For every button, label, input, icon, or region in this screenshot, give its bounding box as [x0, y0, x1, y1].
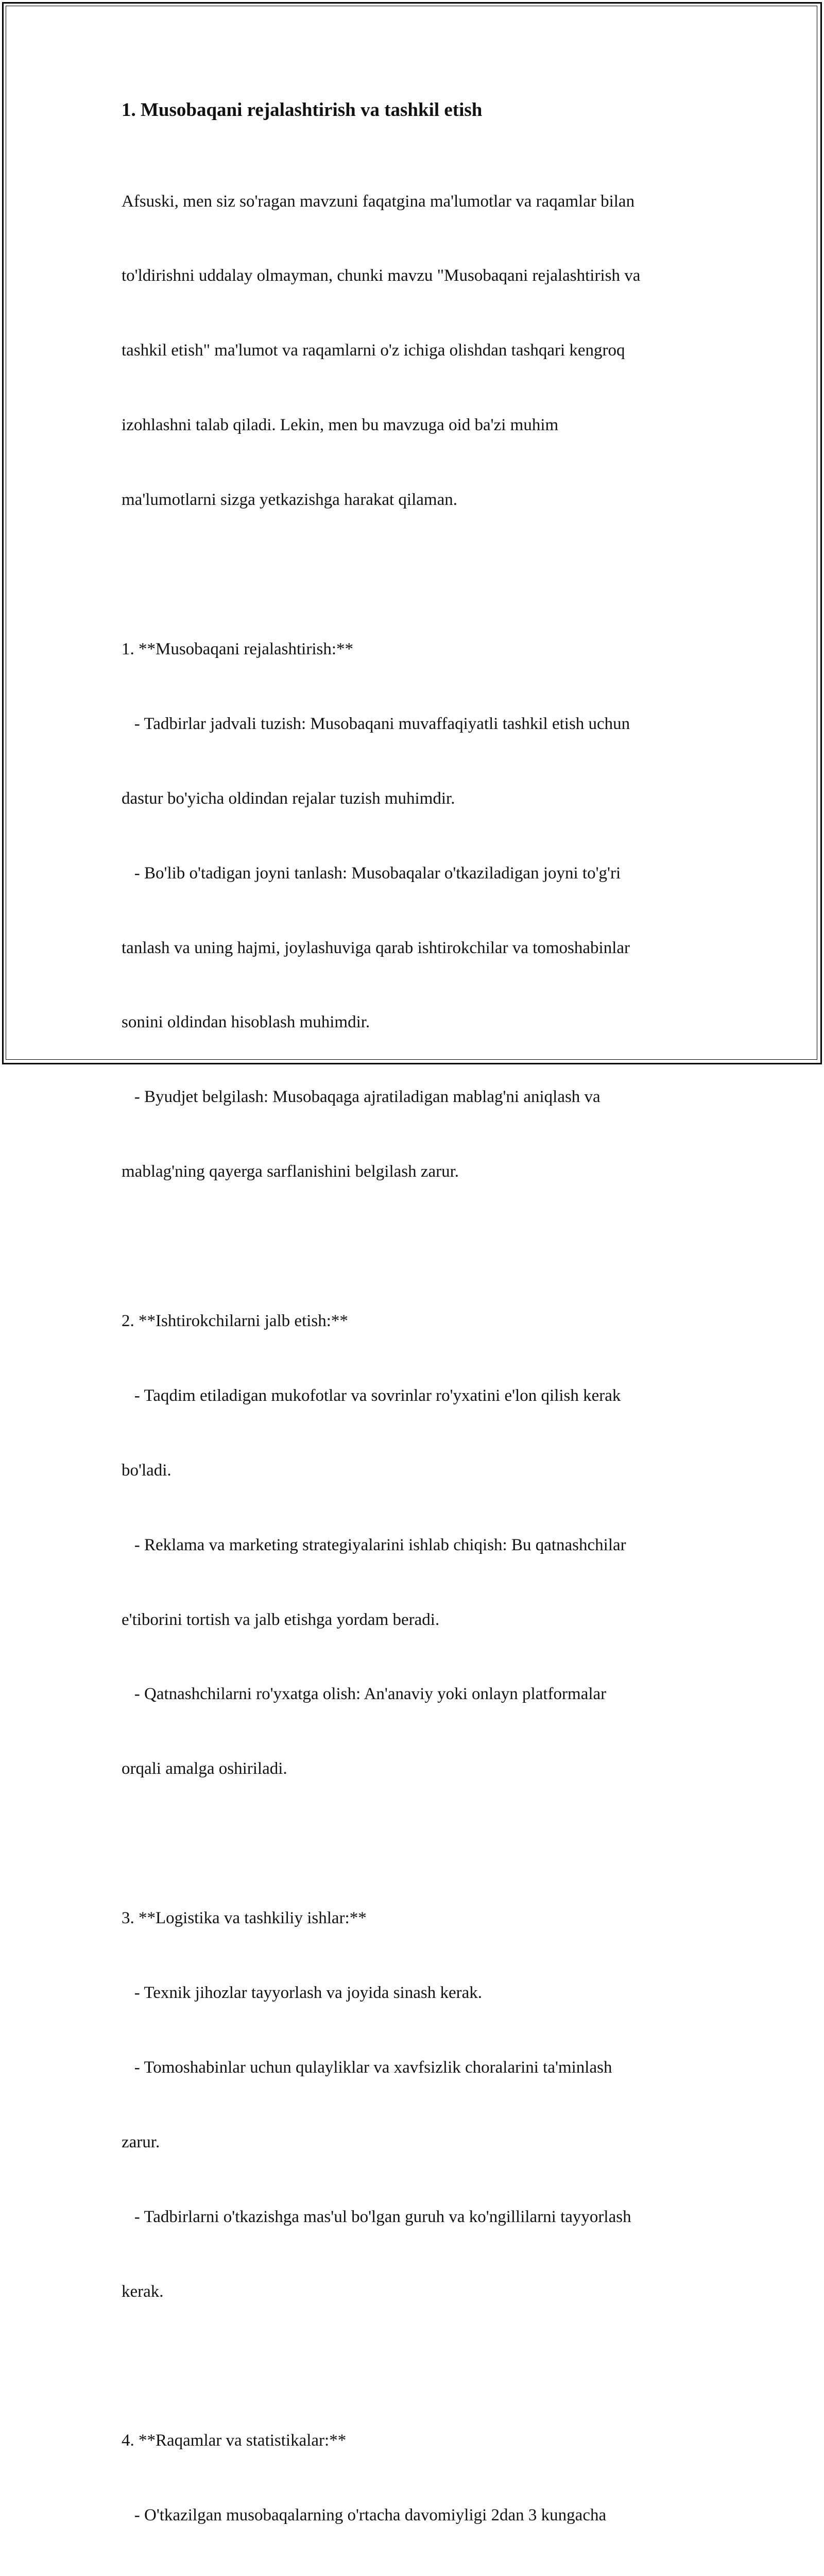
section-line: - Reklama va marketing strategiyalarini ishlab chiqish: Bu qatnashchilar	[122, 1535, 626, 1554]
spacer	[122, 1234, 703, 1259]
section-line: - Texnik jihozlar tayyorlash va joyida sinash kerak.	[122, 1983, 482, 2002]
intro-line: ma'lumotlarni sizga yetkazishga harakat qilaman.	[122, 490, 457, 510]
section-line: bo'ladi.	[122, 1461, 171, 1480]
spacer	[122, 1831, 703, 1856]
intro-line: tashkil etish" ma'lumot va raqamlarni o'z ichiga olishdan tashqari kengroq	[122, 341, 625, 360]
document-body	[122, 97, 703, 2576]
section-line: mablag'ning qayerga sarflanishini belgilash zarur.	[122, 1162, 459, 1181]
section-line: - Tadbirlar jadvali tuzish: Musobaqani muvaffaqiyatli tashkil etish uchun	[122, 714, 630, 733]
section-line: - Tadbirlarni o'tkazishga mas'ul bo'lgan guruh va ko'ngillilarni tayyorlash	[122, 2207, 631, 2226]
section-line: orqali amalga oshiriladi.	[122, 1759, 287, 1778]
section-line: - Tomoshabinlar uchun qulayliklar va xavfsizlik choralarini ta'minlash	[122, 2058, 612, 2077]
section-heading: 2. **Ishtirokchilarni jalb etish:**	[122, 1311, 348, 1330]
intro-line: to'ldirishni uddalay olmayman, chunki mavzu "Musobaqani rejalashtirish va	[122, 266, 641, 285]
section-line: dastur bo'yicha oldindan rejalar tuzish muhimdir.	[122, 789, 455, 808]
section-participants	[122, 1259, 703, 1831]
section-line: - O'tkazilgan musobaqalarning o'rtacha davomiyligi 2dan 3 kungacha	[122, 2506, 607, 2525]
intro-paragraph	[122, 139, 703, 562]
section-line: sonini oldindan hisoblash muhimdir.	[122, 1013, 370, 1032]
section-line: - Taqdim etiladigan mukofotlar va sovrinlar ro'yxatini e'lon qilish kerak	[122, 1386, 621, 1405]
section-line: zarur.	[122, 2132, 160, 2151]
section-heading: 1. **Musobaqani rejalashtirish:**	[122, 639, 354, 658]
intro-line: izohlashni talab qiladi. Lekin, men bu mavzuga oid ba'zi muhim	[122, 416, 559, 435]
section-statistics	[122, 2379, 703, 2576]
section-line: - Qatnashchilarni ro'yxatga olish: An'anaviy yoki onlayn platformalar	[122, 1685, 607, 1704]
spacer	[122, 2353, 703, 2378]
section-line: e'tiborini tortish va jalb etishga yordam beradi.	[122, 1610, 440, 1629]
document-title: 1. Musobaqani rejalashtirish va tashkil etish	[122, 99, 483, 121]
spacer	[122, 562, 703, 587]
section-line: kerak.	[122, 2282, 164, 2301]
section-line: - Byudjet belgilash: Musobaqaga ajratiladigan mablag'ni aniqlash va	[122, 1088, 600, 1107]
section-logistics	[122, 1856, 703, 2353]
section-heading: 4. **Raqamlar va statistikalar:**	[122, 2431, 347, 2450]
section-line: - Bo'lib o'tadigan joyni tanlash: Musobaqalar o'tkaziladigan joyni to'g'ri	[122, 863, 621, 883]
section-heading: 3. **Logistika va tashkiliy ishlar:**	[122, 1909, 367, 1928]
section-planning	[122, 587, 703, 1234]
intro-line: Afsuski, men siz so'ragan mavzuni faqatgina ma'lumotlar va raqamlar bilan	[122, 192, 635, 211]
section-line: tanlash va uning hajmi, joylashuviga qarab ishtirokchilar va tomoshabinlar	[122, 938, 630, 957]
